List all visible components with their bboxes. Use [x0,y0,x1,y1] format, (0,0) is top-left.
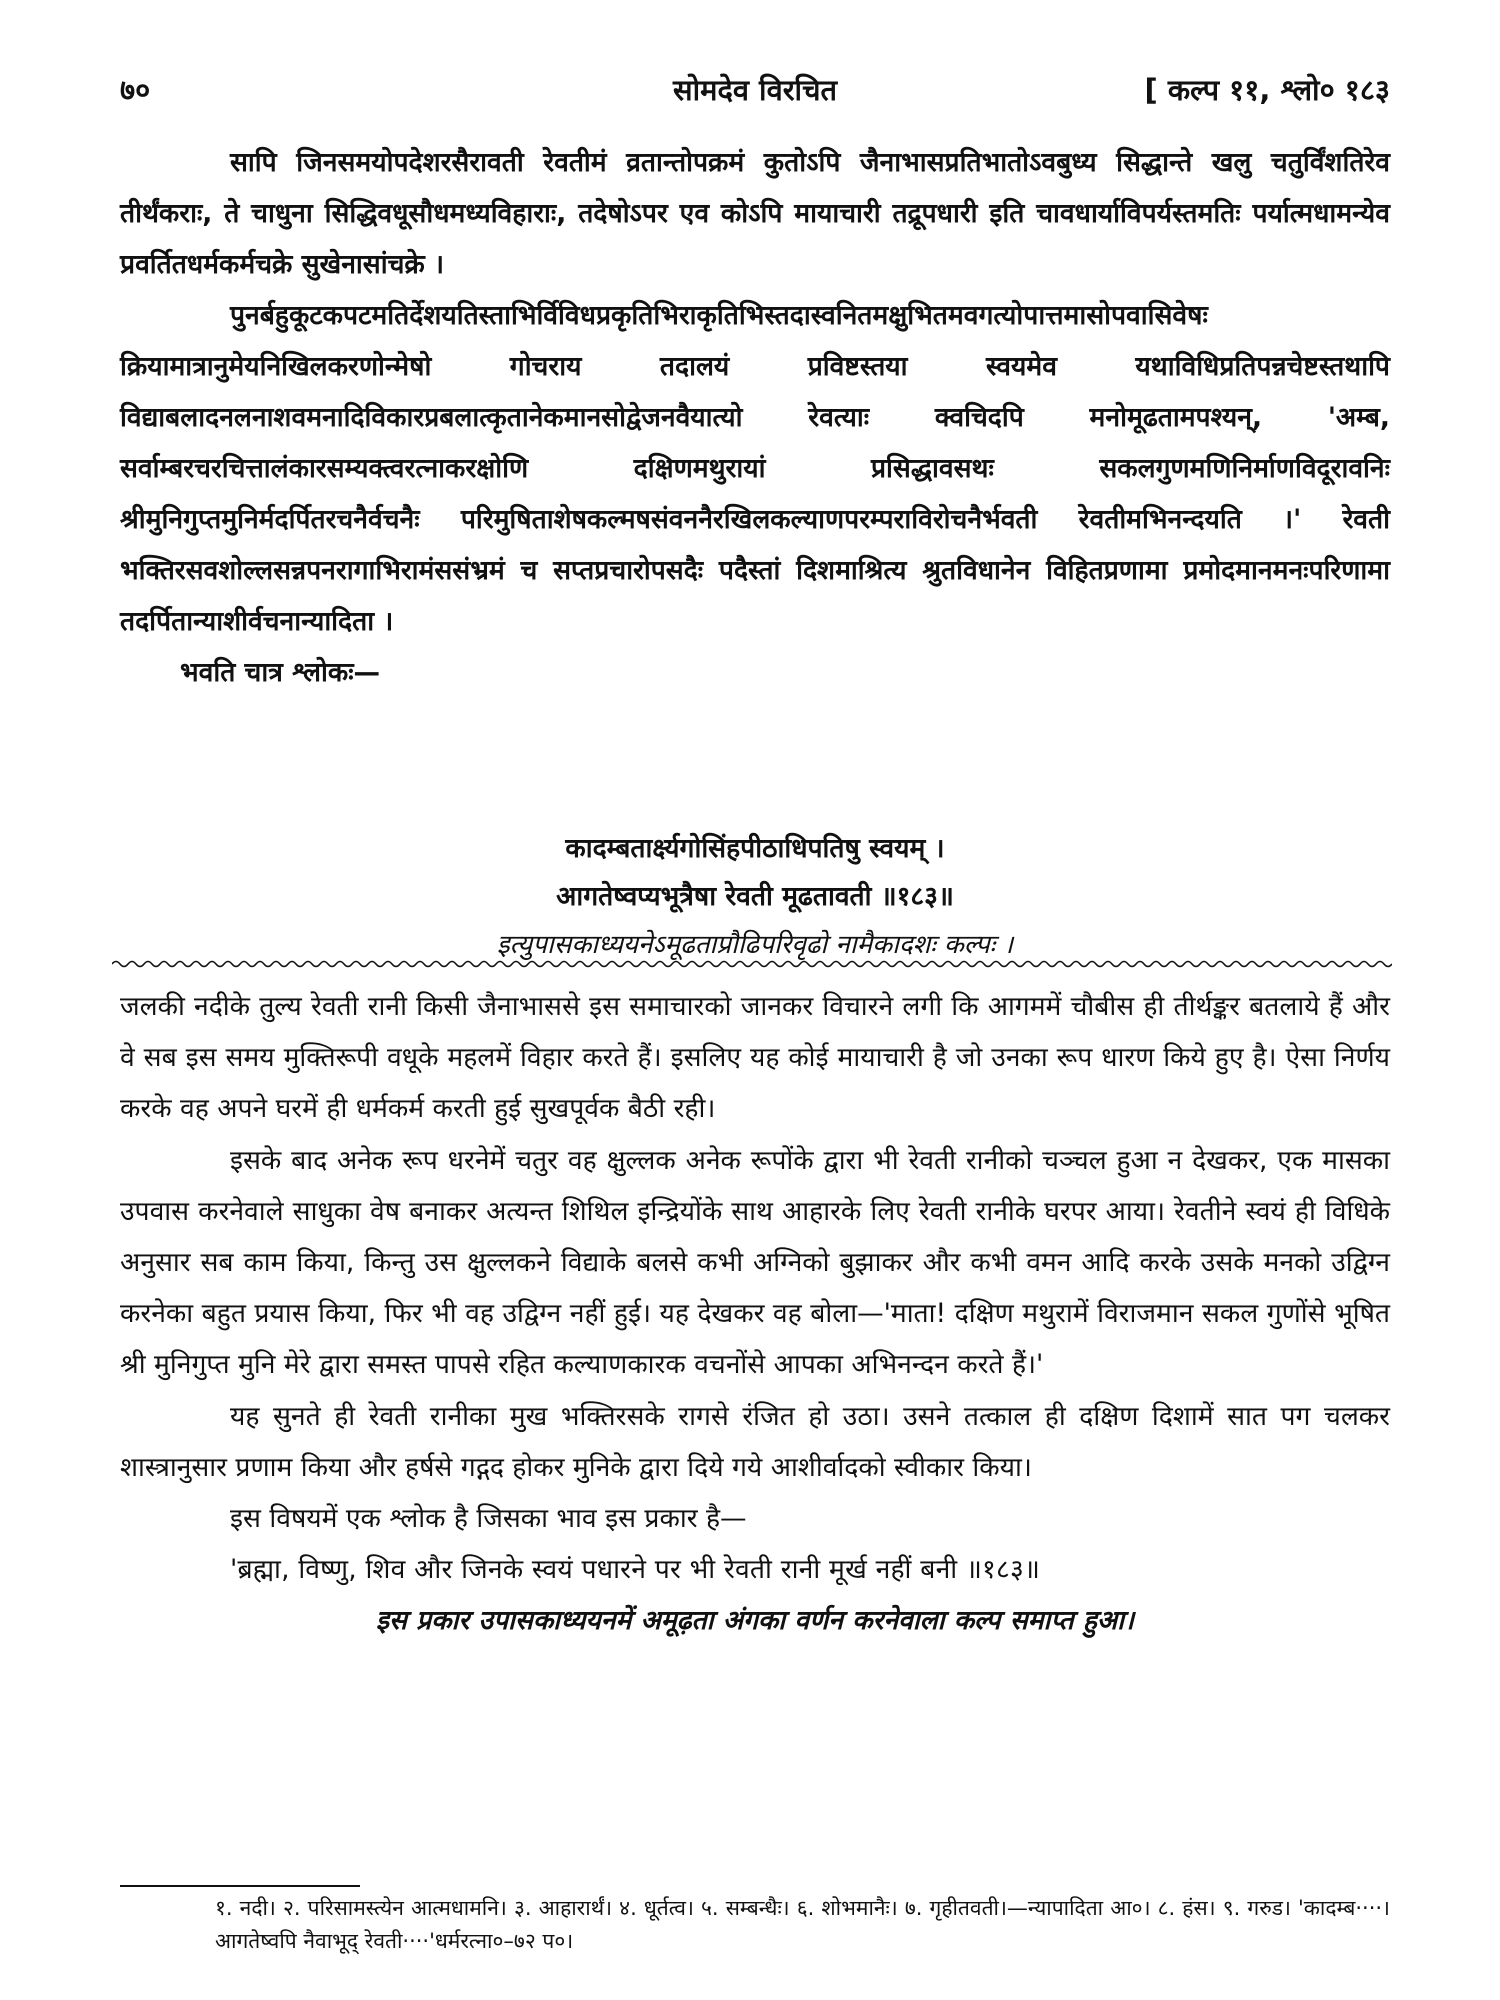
hindi-paragraph-2: इसके बाद अनेक रूप धरनेमें चतुर वह क्षुल्लक अनेक रूपोंके द्वारा भी रेवती रानीको चञ्चल हुआ न देखकर, एक मासका उपवास करनेवाले साधुका वेष बनाकर अत्यन्त शिथिल इन्द्रियोंके साथ आहारके लिए रेवती रानीके घरपर आया। रेवतीने स्वयं ही विधिके अनुसार सब काम किया, किन्तु उस क्षुल्लकने विद्याके बलसे कभी अग्निको बुझाकर और कभी वमन आदि करके उसके मनको उद्विग्न करनेका बहुत प्रयास किया, फिर भी वह उद्विग्न नहीं हुई। यह देखकर वह बोला—'माता! दक्षिण मथुरामें विराजमान सकल गुणोंसे भूषित श्री मुनिगुप्त मुनि मेरे द्वारा समस्त पापसे रहित कल्याणकारक वचनोंसे आपका अभिनन्दन करते हैं।' [120,1144,1390,1381]
footnote-rule [120,1885,360,1887]
running-title: सोमदेव विरचित [672,73,838,107]
sanskrit-text [120,137,1390,698]
wavy-divider [112,957,1392,971]
verse-intro: भवति चात्र श्लोकः— [180,657,381,688]
page-header [120,70,1390,114]
verse-line-2: आगतेष्वप्यभूत्रैषा रेवती मूढतावती ॥१८३॥ [556,881,954,912]
sanskrit-colophon: इत्युपासकाध्ययनेऽमूढताप्रौढिपरिवृढो नामैकादशः कल्पः । [496,930,1014,960]
hindi-verse-intro: इस विषयमें एक श्लोक है जिसका भाव इस प्रकार है— [230,1503,747,1535]
footnote-text: १. नदी। २. परिसामस्त्येन आत्मधामनि। ३. आहारार्थं। ४. धूर्तत्व। ५. सम्बन्धैः। ६. शोभमानैः। ७. गृहीतवती।—न्यापादिता आ०। ८. हंस। ९. गरुड। 'कादम्ब····। आगतेष्वपि नैवाभूद् रेवती····'धर्मरत्ना०–७२ प०। [215,1896,1390,1953]
hindi-translation [120,981,1390,1647]
hindi-verse-meaning: 'ब्रह्मा, विष्णु, शिव और जिनके स्वयं पधारने पर भी रेवती रानी मूर्ख नहीं बनी ॥१८३॥ [230,1554,1041,1586]
footnotes [120,1892,1390,1958]
sanskrit-verse [120,825,1390,969]
page-number: ७० [120,73,151,107]
sanskrit-paragraph-1: सापि जिनसमयोपदेशरसैरावती रेवतीमं व्रतान्तोपक्रमं कुतोऽपि जैनाभासप्रतिभातोऽवबुध्य सिद्धान्ते खलु चतुर्विंशतिरेव तीर्थंकराः, ते चाधुना सिद्धिवधूसौधमध्यविहाराः, तदेषोऽपर एव कोऽपि मायाचारी तद्रूपधारी इति चावधार्याविपर्यस्तमतिः पर्यात्मधामन्येव प्रवर्तितधर्मकर्मचक्रे सुखेनासांचक्रे । [120,147,1390,280]
sanskrit-paragraph-2: पुनर्बहुकूटकपटमतिर्देशयतिस्ताभिर्विविधप्रकृतिभिराकृतिभिस्तदास्वनितमक्षुभितमवगत्योपात्तमासोपवासिवेषः क्रियामात्रानुमेयनिखिलकरणोन्मेषो गोचराय तदालयं प्रविष्टस्तया स्वयमेव यथाविधिप्रतिपन्नचेष्टस्तथापि विद्याबलादनलनाशवमनादिविकारप्रबलात्कृतानेकमानसोद्वेजनवैयात्यो रेवत्याः क्वचिदपि मनोमूढतामपश्यन्, 'अम्ब, सर्वाम्बरचरचित्तालंकारसम्यक्त्वरत्नाकरक्षोणि दक्षिणमथुरायां प्रसिद्धावसथः सकलगुणमणिनिर्माणविदूरावनिः श्रीमुनिगुप्तमुनिर्मदर्पितरचनैर्वचनैः परिमुषिताशेषकल्मषसंवननैरखिलकल्याणपरम्पराविरोचनैर्भवती रेवतीमभिनन्दयति ।' रेवती भक्तिरसवशोल्लसन्नपनरागाभिरामंससंभ्रमं च सप्तप्रचारोपसदैः पदैस्तां दिशमाश्रित्य श्रुतविधानेन विहितप्रणामा प्रमोदमानमनःपरिणामा तदर्पितान्याशीर्वचनान्यादिता । [120,300,1390,637]
hindi-paragraph-1: जलकी नदीके तुल्य रेवती रानी किसी जैनाभाससे इस समाचारको जानकर विचारने लगी कि आगममें चौबीस ही तीर्थङ्कर बतलाये हैं और वे सब इस समय मुक्तिरूपी वधूके महलमें विहार करते हैं। इसलिए यह कोई मायाचारी है जो उनका रूप धारण किये हुए है। ऐसा निर्णय करके वह अपने घरमें ही धर्मकर्म करती हुई सुखपूर्वक बैठी रही। [120,991,1390,1125]
verse-line-1: कादम्बतार्क्ष्यगोसिंहपीठाधिपतिषु स्वयम् । [565,833,945,864]
hindi-colophon: इस प्रकार उपासकाध्ययनमें अमूढ़ता अंगका वर्णन करनेवाला कल्प समाप्त हुआ। [375,1605,1135,1637]
hindi-paragraph-3: यह सुनते ही रेवती रानीका मुख भक्तिरसके रागसे रंजित हो उठा। उसने तत्काल ही दक्षिण दिशामें सात पग चलकर शास्त्रानुसार प्रणाम किया और हर्षसे गद्गद होकर मुनिके द्वारा दिये गये आशीर्वादको स्वीकार किया। [120,1400,1390,1483]
chapter-reference: [ कल्प ११, श्लो० १८३ [1144,73,1390,107]
